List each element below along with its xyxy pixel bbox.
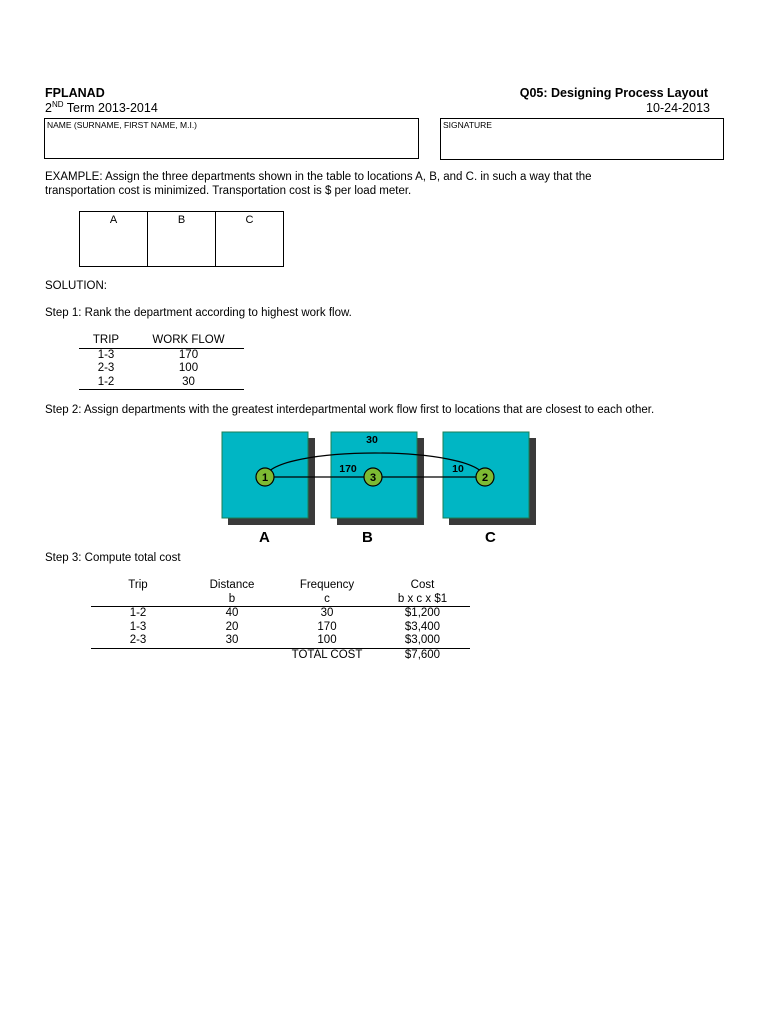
total-row (91, 648, 470, 662)
cost-value: $3,400 (404, 620, 441, 633)
quiz-title: Q05: Designing Process Layout (519, 86, 708, 100)
cost-distance: 40 (225, 607, 239, 619)
cost-subheader-frequency: c (324, 592, 330, 605)
name-field-label: NAME (SURNAME, FIRST NAME, M.I.) (47, 120, 198, 130)
table-row (91, 621, 470, 635)
example-line-1: EXAMPLE: Assign the three departments shown in the table to locations A, B, and C. in such a way that the (45, 171, 592, 183)
solution-label: SOLUTION: (45, 280, 107, 292)
node-1-label: 1 (261, 472, 269, 484)
location-cell-a: A (80, 212, 148, 267)
location-cell-c: C (245, 214, 254, 226)
cost-value: $3,000 (404, 634, 441, 646)
flow-label-top: 30 (366, 434, 378, 446)
table-row (79, 376, 244, 390)
cost-header-cost: Cost (410, 579, 435, 591)
cost-header-frequency: Frequency (299, 579, 355, 591)
layout-diagram (215, 425, 555, 530)
node-2-label: 2 (481, 472, 489, 484)
cost-trip: 1-3 (129, 620, 147, 633)
cost-trip: 2-3 (129, 634, 147, 646)
workflow-trip: 1-3 (97, 348, 115, 361)
cost-distance: 20 (225, 620, 239, 633)
workflow-header-flow: WORK FLOW (152, 334, 225, 346)
course-code: FPLANAD (45, 86, 105, 100)
cost-trip: 1-2 (129, 607, 147, 619)
locations-table (79, 211, 284, 267)
example-paragraph (45, 170, 735, 198)
workflow-table (79, 334, 244, 390)
name-field[interactable] (44, 118, 419, 159)
location-cell-b: B (148, 212, 216, 267)
quiz-date: 10-24-2013 (646, 101, 710, 115)
total-value: $7,600 (404, 648, 441, 661)
signature-field[interactable] (440, 118, 724, 160)
term-line (45, 100, 158, 115)
workflow-value: 170 (178, 348, 199, 361)
location-letter-a: A (259, 529, 270, 546)
cost-subheader-cost: b x c x $1 (397, 592, 448, 605)
workflow-value: 30 (182, 375, 195, 388)
cost-frequency: 170 (317, 620, 337, 633)
table-row (79, 362, 244, 376)
cost-subheader-trip (91, 593, 185, 607)
table-row (79, 348, 244, 362)
flow-label-right: 10 (452, 463, 464, 475)
table-row (91, 634, 470, 648)
workflow-header-trip: TRIP (92, 334, 120, 346)
total-spacer-1 (91, 648, 185, 662)
cost-table (91, 579, 470, 662)
table-row (91, 607, 470, 621)
example-line-2: transportation cost is minimized. Transportation cost is $ per load meter. (45, 185, 412, 197)
cost-subheader-distance: b (228, 592, 236, 605)
term-superscript: ND (51, 100, 64, 109)
total-spacer-2 (185, 648, 279, 662)
cost-header-distance: Distance (209, 579, 255, 591)
term-number: 2 (45, 101, 52, 116)
cost-frequency: 100 (317, 634, 337, 646)
node-3-label: 3 (369, 472, 377, 484)
term-text: Term 2013-2014 (63, 101, 158, 116)
workflow-value: 100 (178, 362, 199, 374)
step1-text: Step 1: Rank the department according to highest work flow. (45, 307, 352, 319)
location-letter-b: B (362, 529, 373, 546)
cost-value: $1,200 (404, 607, 441, 619)
signature-field-label: SIGNATURE (443, 120, 492, 130)
workflow-trip: 2-3 (97, 362, 115, 374)
workflow-trip: 1-2 (97, 375, 115, 388)
cost-frequency: 30 (320, 607, 334, 619)
cost-header-trip: Trip (128, 579, 148, 591)
flow-label-left: 170 (339, 463, 357, 475)
step2-text: Step 2: Assign departments with the greatest interdepartmental work flow first to locations that are closest to each other. (45, 404, 655, 416)
total-label: TOTAL COST (291, 648, 363, 661)
cost-distance: 30 (225, 634, 239, 646)
location-letter-c: C (485, 529, 496, 546)
step3-text: Step 3: Compute total cost (45, 552, 181, 564)
